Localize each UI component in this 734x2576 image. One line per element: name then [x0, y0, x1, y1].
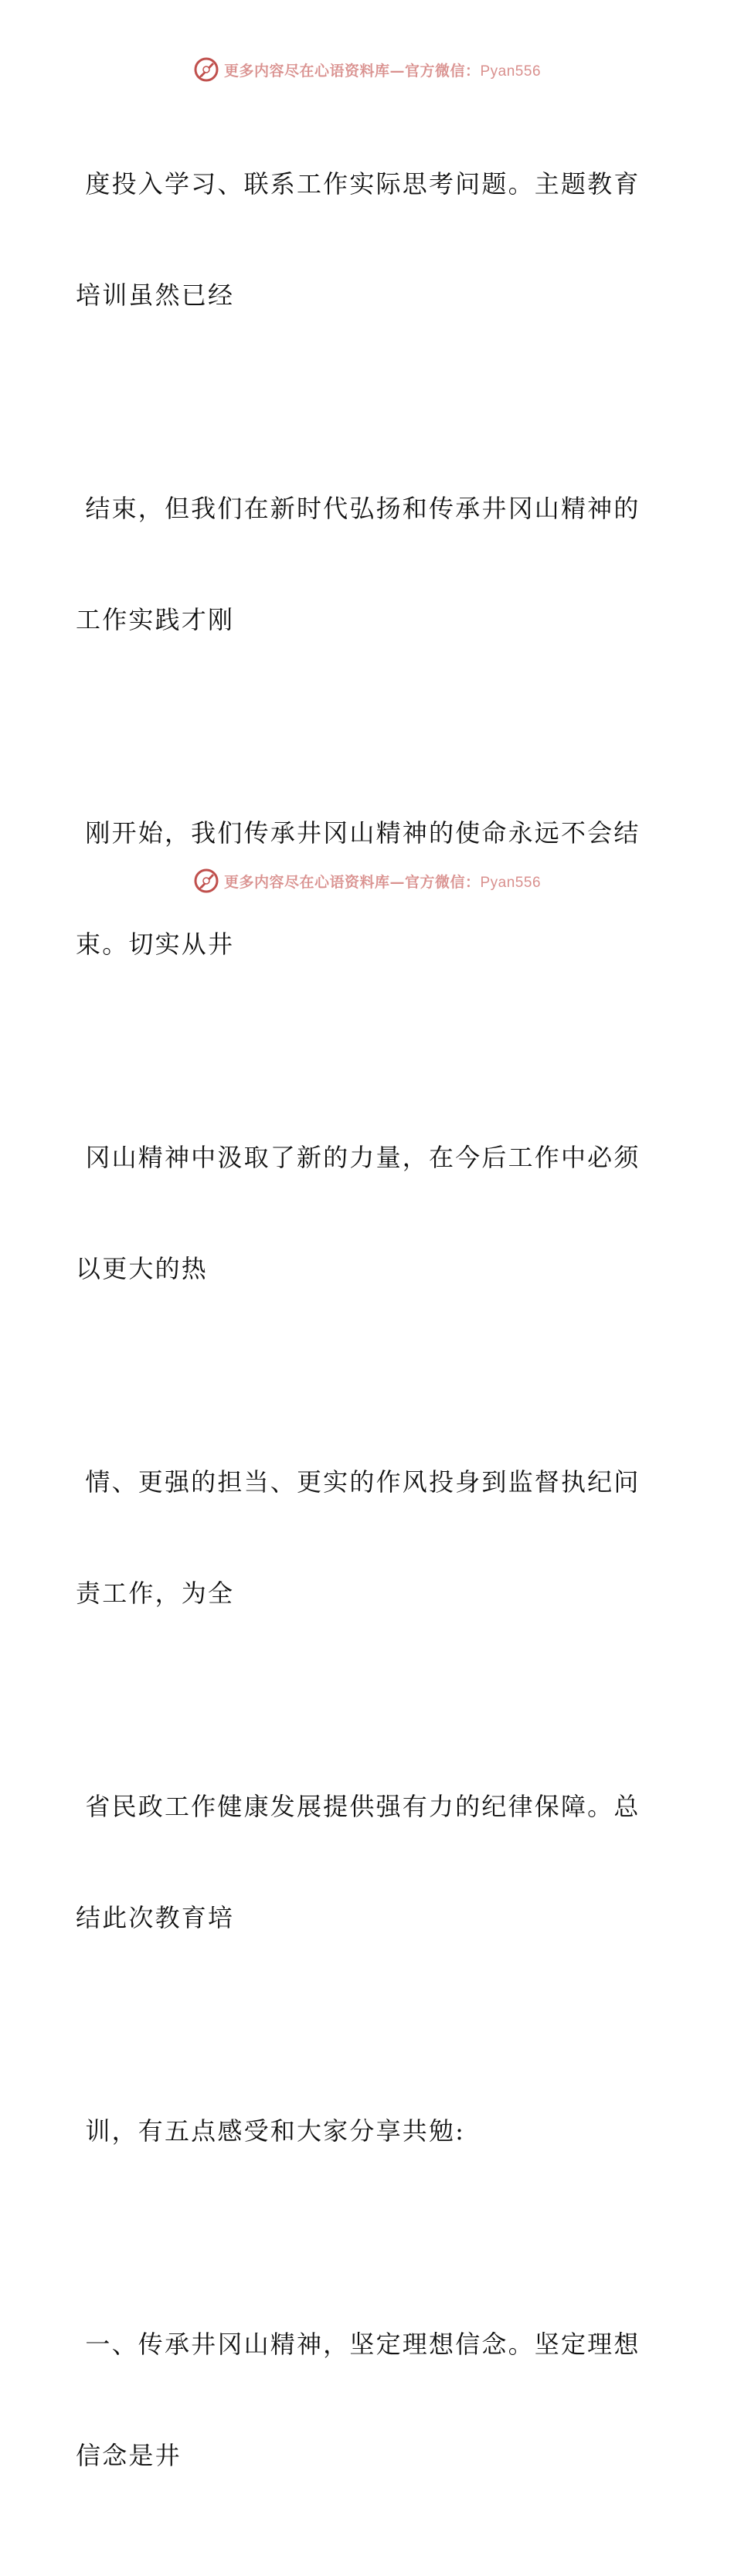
paragraph — [76, 416, 663, 712]
paragraph — [76, 2251, 663, 2548]
text-line: 责工作，为全 — [76, 1579, 235, 1608]
text-line: 工作实践才刚 — [76, 605, 235, 634]
text-line: 以更大的热 — [76, 1254, 209, 1283]
text-line: 一、传承井冈山精神，坚定理想信念。坚定理想 — [76, 2330, 641, 2359]
text-line: 信念是井 — [76, 2441, 182, 2470]
paragraph — [76, 2038, 663, 2224]
text-line: 冈山精神中汲取了新的力量，在今后工作中必须 — [76, 1143, 641, 1172]
document-body — [76, 91, 663, 2576]
quill-logo-icon — [193, 868, 219, 894]
text-line: 省民政工作健康发展提供强有力的纪律保障。总 — [76, 1792, 641, 1821]
text-line: 培训虽然已经 — [76, 280, 235, 310]
watermark-text: 更多内容尽在心语资料库—官方微信：Pyan556 — [223, 873, 542, 891]
text-line: 结束，但我们在新时代弘扬和传承井冈山精神的 — [76, 494, 641, 523]
header-watermark — [0, 54, 734, 85]
quill-logo-icon — [193, 56, 219, 83]
footer-watermark — [0, 865, 734, 896]
text-line: 训，有五点感受和大家分享共勉: — [76, 2116, 466, 2146]
paragraph — [76, 1714, 663, 2010]
text-line: 束。切实从井 — [76, 929, 235, 959]
text-line: 结此次教育培 — [76, 1903, 235, 1932]
text-line: 度投入学习、联系工作实际思考问题。主题教育 — [76, 169, 641, 199]
watermark-text: 更多内容尽在心语资料库—官方微信：Pyan556 — [223, 62, 542, 80]
text-line: 刚开始，我们传承井冈山精神的使命永远不会结 — [76, 818, 641, 848]
paragraph — [76, 1065, 663, 1361]
paragraph — [76, 91, 663, 388]
paragraph — [76, 1389, 663, 1686]
text-line: 情、更强的担当、更实的作风投身到监督执纪问 — [76, 1467, 641, 1497]
